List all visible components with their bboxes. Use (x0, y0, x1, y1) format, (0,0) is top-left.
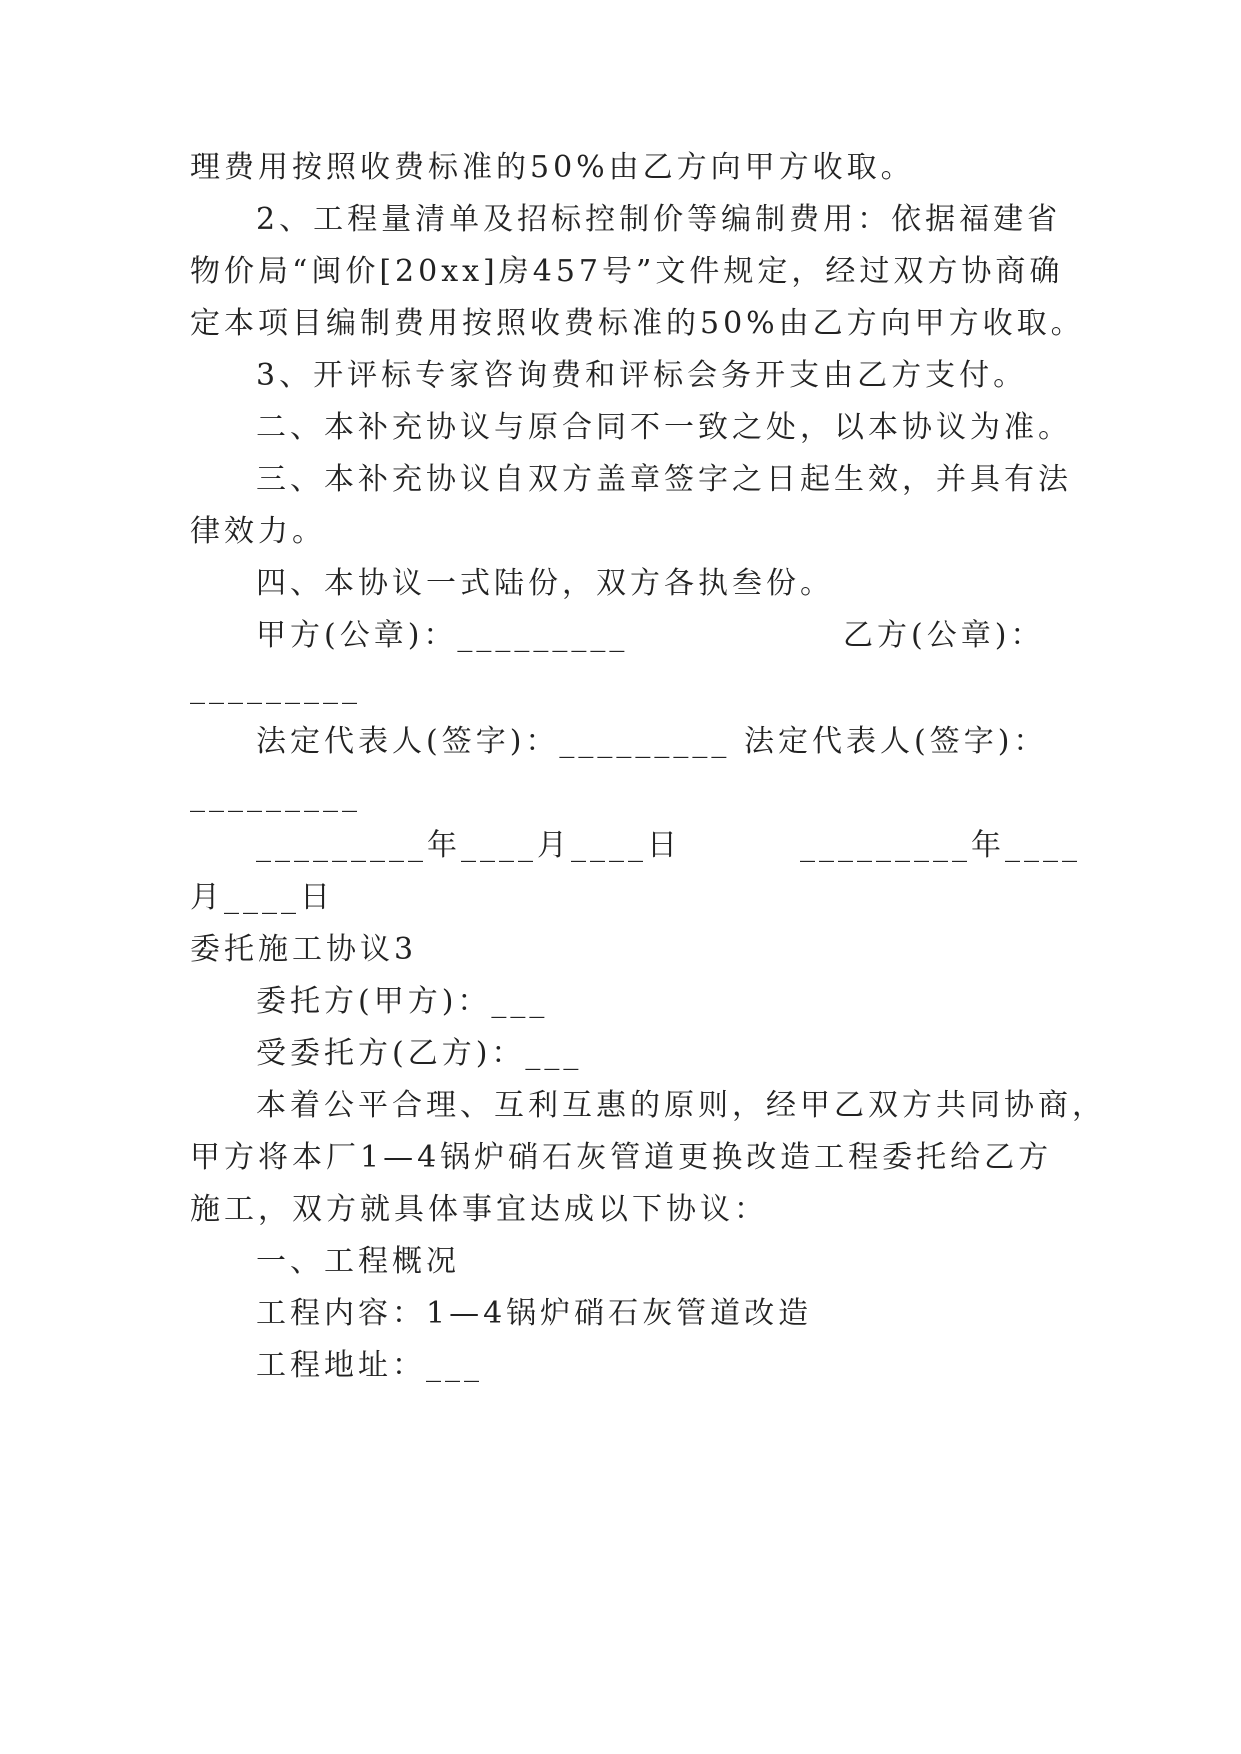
text-line-2: 2、工程量清单及招标控制价等编制费用：依据福建省 (256, 202, 1062, 237)
project-overview-heading: 一、工程概况 (256, 1244, 460, 1279)
agreement-paragraph-line-1: 本着公平合理、互利互惠的原则，经甲乙双方共同协商， (256, 1088, 1106, 1123)
text-line-4: 定本项目编制费用按照收费标准的50%由乙方向甲方收取。 (190, 306, 1085, 341)
text-line-1: 理费用按照收费标准的50%由乙方向甲方收取。 (190, 150, 915, 185)
party-b-date-continuation: 月____日 (190, 880, 334, 915)
principal-line: 委托方(甲方)：___ (256, 984, 549, 1019)
party-a-date-line: _________年____月____日 (256, 828, 681, 863)
party-a-seal-line: 甲方(公章)：_________ (256, 618, 629, 653)
project-address-line: 工程地址：___ (256, 1348, 483, 1383)
text-line-8: 律效力。 (190, 514, 326, 549)
party-b-seal-blank: _________ (190, 670, 361, 705)
text-line-3: 物价局“闽价[20xx]房457号”文件规定，经过双方协商确 (190, 254, 1064, 289)
party-b-representative-line: 法定代表人(签字)： (744, 724, 1048, 759)
agreement-paragraph-line-2: 甲方将本厂1—4锅炉硝石灰管道更换改造工程委托给乙方 (190, 1140, 1053, 1175)
text-line-5: 3、开评标专家咨询费和评标会务开支由乙方支付。 (256, 358, 1028, 393)
party-b-seal-line: 乙方(公章)： (843, 618, 1045, 653)
party-b-date-line: _________年____ (800, 828, 1081, 863)
agreement-paragraph-line-3: 施工，双方就具体事宜达成以下协议： (190, 1192, 768, 1227)
party-b-representative-blank: _________ (190, 778, 361, 813)
text-line-9: 四、本协议一式陆份，双方各执叁份。 (256, 566, 834, 601)
text-line-7: 三、本补充协议自双方盖章签字之日起生效，并具有法 (256, 462, 1072, 497)
project-content-line: 工程内容：1—4锅炉硝石灰管道改造 (256, 1296, 813, 1331)
party-a-representative-line: 法定代表人(签字)：_________ (256, 724, 731, 759)
contractor-line: 受委托方(乙方)：___ (256, 1036, 583, 1071)
text-line-6: 二、本补充协议与原合同不一致之处，以本协议为准。 (256, 410, 1072, 445)
section-title: 委托施工协议3 (190, 932, 418, 967)
